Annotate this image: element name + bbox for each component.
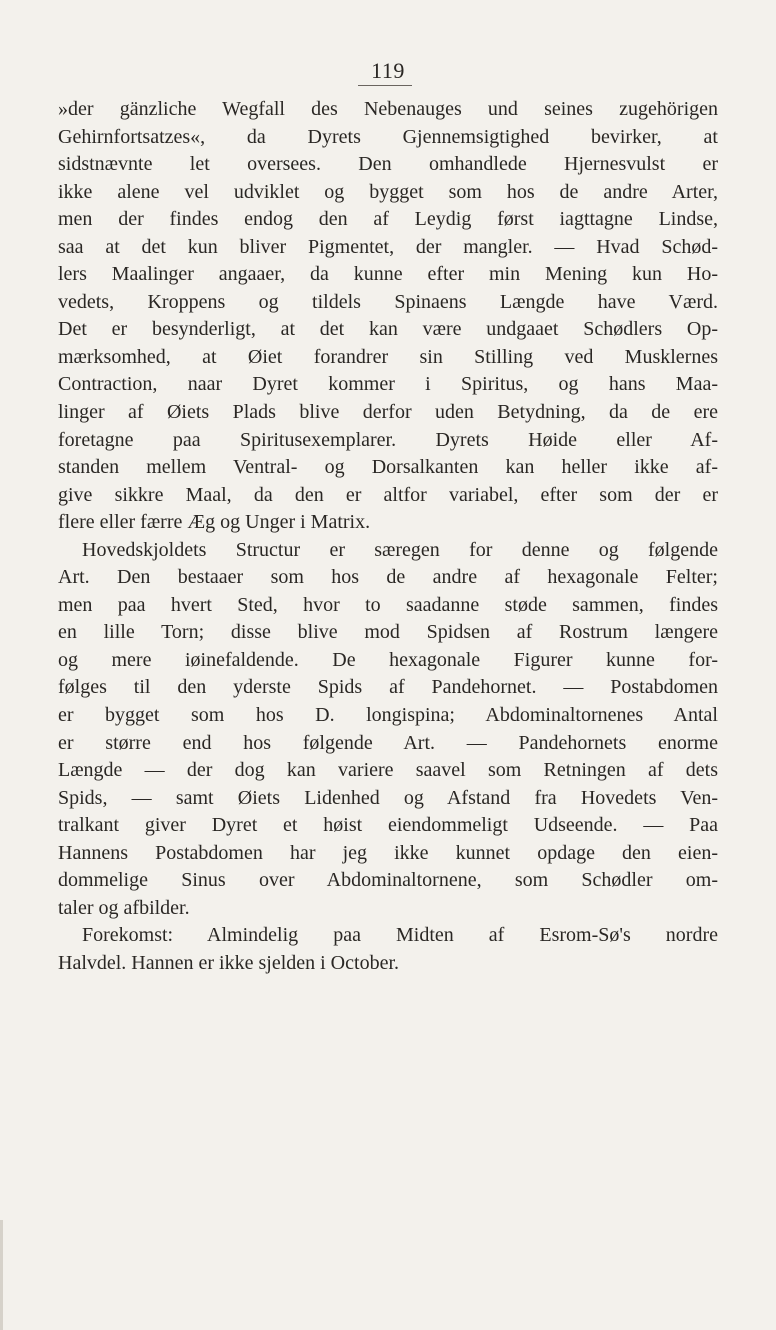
text-line: sidstnævnte let oversees. Den omhandlede Hjernesvulst er (58, 153, 718, 176)
text-line: er større end hos følgende Art. — Pandehornets enorme (58, 731, 718, 754)
text-line: taler og afbilder. (58, 896, 190, 919)
text-line: men der findes endog den af Leydig først iagttagne Lindse, (58, 208, 718, 231)
text-line: foretagne paa Spiritusexemplarer. Dyrets Høide eller Af- (58, 428, 718, 451)
text-line: men paa hvert Sted, hvor to saadanne støde sammen, findes (58, 593, 718, 616)
page-number-rule (358, 85, 412, 86)
text-line: tralkant giver Dyret et høist eiendommeligt Udseende. — Paa (58, 814, 718, 837)
text-line: mærksomhed, at Øiet forandrer sin Stilling ved Musklernes (58, 345, 718, 368)
text-line: flere eller færre Æg og Unger i Matrix. (58, 511, 371, 534)
text-line: ikke alene vel udviklet og bygget som hos de andre Arter, (58, 180, 718, 203)
text-line: Spids, — samt Øiets Lidenhed og Afstand fra Hovedets Ven- (58, 786, 718, 809)
text-line: Art. Den bestaaer som hos de andre af hexagonale Felter; (58, 566, 718, 589)
text-line: saa at det kun bliver Pigmentet, der mangler. — Hvad Schød- (58, 235, 718, 258)
text-line: lers Maalinger angaaer, da kunne efter min Mening kun Ho- (58, 263, 718, 286)
text-line: Det er besynderligt, at det kan være undgaaet Schødlers Op- (58, 318, 718, 341)
text-line: linger af Øiets Plads blive derfor uden Betydning, da de ere (58, 401, 718, 424)
text-line: følges til den yderste Spids af Pandehornet. — Postabdomen (58, 676, 718, 699)
text-line: Gehirnfortsatzes«, da Dyrets Gjennemsigtighed bevirker, at (58, 125, 718, 148)
text-line: en lille Torn; disse blive mod Spidsen af Rostrum længere (58, 621, 718, 644)
text-line: standen mellem Ventral- og Dorsalkanten kan heller ikke af- (58, 456, 718, 479)
text-line: »der gänzliche Wegfall des Nebenauges und seines zugehörigen (58, 98, 718, 120)
text-line: og mere iøinefaldende. De hexagonale Figurer kunne for- (58, 648, 718, 671)
text-line: Hovedskjoldets Structur er særegen for denne og følgende (82, 538, 718, 561)
text-line: dommelige Sinus over Abdominaltornene, som Schødler om- (58, 869, 718, 892)
page-number: 119 (371, 58, 405, 83)
text-line: Længde — der dog kan variere saavel som Retningen af dets (58, 759, 718, 782)
scan-edge-shadow (0, 1220, 3, 1330)
text-line: Contraction, naar Dyret kommer i Spiritus, og hans Maa- (58, 373, 718, 396)
body-text (58, 96, 718, 978)
text-line: Forekomst: Almindelig paa Midten af Esrom-Sø's nordre (82, 924, 718, 947)
text-line: give sikkre Maal, da den er altfor variabel, efter som der er (58, 483, 718, 506)
text-line: Hannens Postabdomen har jeg ikke kunnet opdage den eien- (58, 841, 718, 864)
text-line: vedets, Kroppens og tildels Spinaens Længde have Værd. (58, 290, 718, 313)
text-line: er bygget som hos D. longispina; Abdominaltornenes Antal (58, 704, 718, 727)
text-line: Halvdel. Hannen er ikke sjelden i October. (58, 951, 399, 974)
